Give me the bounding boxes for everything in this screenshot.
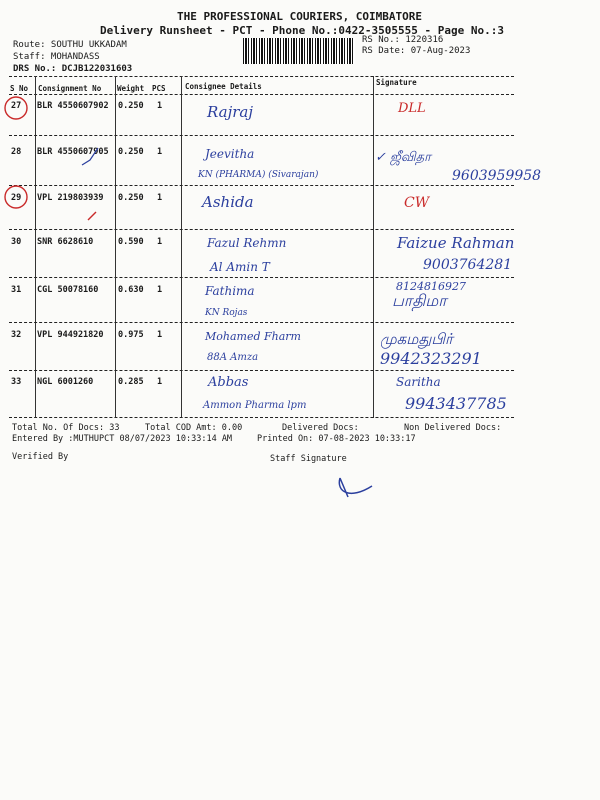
route-label: Route: SOUTHU UKKADAM (13, 40, 127, 50)
col-header-pcs: PCS (152, 84, 166, 93)
signature-handwriting: Faizue Rahman (397, 234, 515, 252)
check-mark (82, 148, 98, 165)
row-sno: 33 (11, 377, 22, 387)
staff-label: Staff: MOHANDASS (13, 52, 100, 62)
consignee-handwriting: Ammon Pharma lpm (203, 400, 307, 411)
col-header-weight: Weight (117, 84, 145, 93)
col-header-consignee: Consignee Details (185, 82, 262, 91)
row-consignment: BLR 4550607902 (37, 101, 109, 111)
rs-number: RS No.: 1220316 (362, 35, 444, 45)
signature-handwriting: CW (404, 195, 430, 211)
row-consignment: VPL 219803939 (37, 193, 104, 203)
red-tick-mark (88, 212, 96, 220)
consignee-handwriting: Abbas (208, 375, 249, 390)
col-header-consignment: Consignment No (38, 84, 102, 93)
row-sno: 27 (11, 101, 22, 111)
consignee-handwriting: Al Amin T (210, 260, 270, 274)
signature-handwriting: 9943437785 (405, 394, 507, 413)
staff-signature-scribble (339, 478, 372, 497)
rs-date: RS Date: 07-Aug-2023 (362, 46, 471, 56)
consignee-handwriting: 88A Amza (207, 352, 259, 363)
row-weight: 0.590 (118, 237, 144, 247)
drs-label: DRS No.: DCJB122031603 (13, 64, 133, 74)
row-pcs: 1 (157, 237, 163, 247)
row-consignment: VPL 944921820 (37, 330, 104, 340)
printed-on: Printed On: 07-08-2023 10:33:17 (257, 434, 416, 444)
row-consignment: SNR 6628610 (37, 237, 94, 247)
row-weight: 0.250 (118, 193, 144, 203)
row-pcs: 1 (157, 285, 163, 295)
row-weight: 0.285 (118, 377, 144, 387)
document-title: Delivery Runsheet - PCT - Phone No.:0422-3505555 - Page No.:3 (100, 24, 504, 37)
row-weight: 0.975 (118, 330, 144, 340)
signature-handwriting: முகமதுபிர் (380, 330, 453, 348)
consignee-handwriting: Fathima (205, 284, 255, 298)
signature-handwriting: Saritha (396, 375, 441, 389)
signature-handwriting: பாதிமா (392, 291, 447, 310)
verified-by-label: Verified By (12, 452, 69, 462)
total-cod: Total COD Amt: 0.00 (145, 423, 243, 433)
delivered-docs: Delivered Docs: (282, 423, 359, 433)
row-weight: 0.250 (118, 101, 144, 111)
row-weight: 0.630 (118, 285, 144, 295)
col-header-signature: Signature (376, 78, 417, 87)
signature-handwriting: 9003764281 (423, 257, 513, 273)
non-delivered-docs: Non Delivered Docs: (404, 423, 502, 433)
row-weight: 0.250 (118, 147, 144, 157)
signature-handwriting: 9942323291 (380, 349, 482, 368)
signature-handwriting: DLL (398, 101, 426, 116)
row-pcs: 1 (157, 377, 163, 387)
consignee-handwriting: Ashida (202, 193, 254, 211)
total-docs: Total No. Of Docs: 33 (12, 423, 120, 433)
consignee-handwriting: Fazul Rehmn (207, 236, 287, 250)
row-pcs: 1 (157, 330, 163, 340)
col-header-sno: S No (10, 84, 29, 93)
row-sno: 32 (11, 330, 22, 340)
consignee-handwriting: Mohamed Fharm (205, 330, 301, 343)
row-consignment: CGL 50078160 (37, 285, 99, 295)
consignee-handwriting: Rajraj (207, 103, 253, 121)
signature-handwriting: 9603959958 (452, 168, 542, 184)
staff-signature-label: Staff Signature (270, 454, 347, 464)
row-consignment: NGL 6001260 (37, 377, 94, 387)
consignee-handwriting: KN (PHARMA) (Sivarajan) (198, 170, 319, 180)
consignee-handwriting: Jeevitha (205, 147, 255, 161)
row-pcs: 1 (157, 147, 163, 157)
row-sno: 30 (11, 237, 22, 247)
signature-handwriting: 8124816927 (396, 280, 466, 293)
row-sno: 28 (11, 147, 22, 157)
row-sno: 31 (11, 285, 22, 295)
row-pcs: 1 (157, 101, 163, 111)
consignee-handwriting: KN Rojas (205, 308, 248, 318)
signature-handwriting: ✓ ஜீவிதா (375, 150, 431, 165)
row-consignment: BLR 4550607905 (37, 147, 109, 157)
row-sno: 29 (11, 193, 22, 203)
red-circle-mark (5, 97, 27, 119)
red-circle-mark (5, 186, 27, 208)
entered-by: Entered By :MUTHUPCT 08/07/2023 10:33:14 AM (12, 434, 233, 444)
company-name: THE PROFESSIONAL COURIERS, COIMBATORE (177, 10, 423, 23)
row-pcs: 1 (157, 193, 163, 203)
